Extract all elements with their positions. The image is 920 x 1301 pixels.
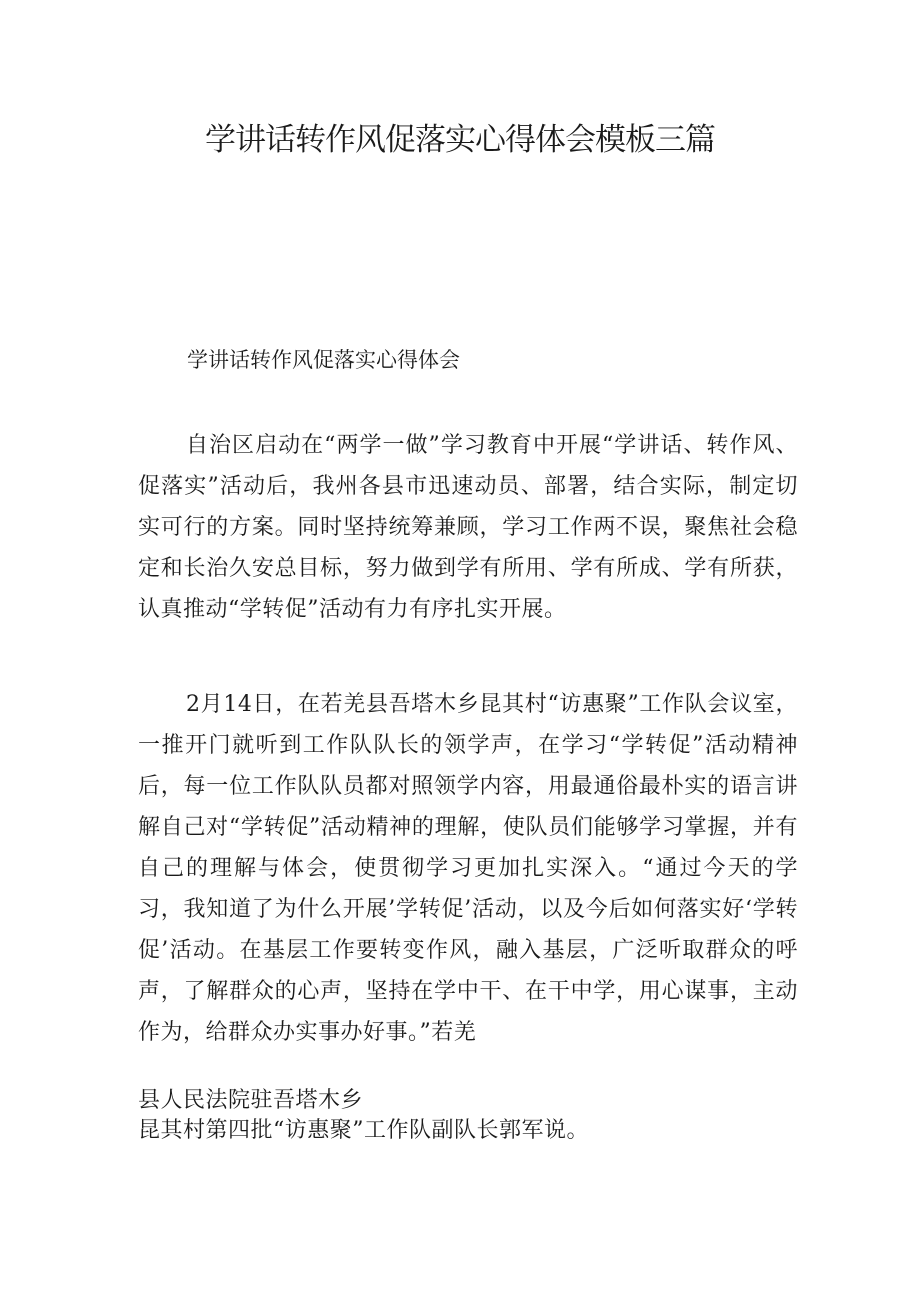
paragraph-1: 自治区启动在“两学一做”学习教育中开展“学讲话、转作风、促落实”活动后，我州各县市迅速动员、部署，结合实际，制定切实可行的方案。同时坚持统筹兼顾，学习工作两不误，聚焦社会稳定和长治久安总目标，努力做到学有所用、学有所成、学有所获，认真推动“学转促”活动有力有序扎实开展。: [138, 433, 798, 622]
paragraph-2-tail-line-2: 昆其村第四批“访惠聚”工作队副队长郭军说。: [138, 1118, 589, 1143]
section-heading: 学讲话转作风促落实心得体会: [187, 348, 460, 372]
document-title: 学讲话转作风促落实心得体会模板三篇: [205, 122, 715, 158]
paragraph-2: 2月14日，在若羌县吾塔木乡昆其村“访惠聚”工作队会议室，一推开门就听到工作队队长的领学声，在学习“学转促”活动精神后，每一位工作队队员都对照领学内容，用最通俗最朴实的语言讲解自己对“学转促”活动精神的理解，使队员们能够学习掌握，并有自己的理解与体会，使贯彻学习更加扎实深入。“通过今天的学习，我知道了为什么开展’学转促’活动，以及今后如何落实好‘学转促’活动。在基层工作要转变作风，融入基层，广泛听取群众的呼声，了解群众的心声，坚持在学中干、在干中学，用心谋事，主动作为，给群众办实事办好事。”若羌: [138, 692, 798, 1045]
paragraph-2-tail-line-1: 县人民法院驻吾塔木乡: [138, 1088, 364, 1113]
